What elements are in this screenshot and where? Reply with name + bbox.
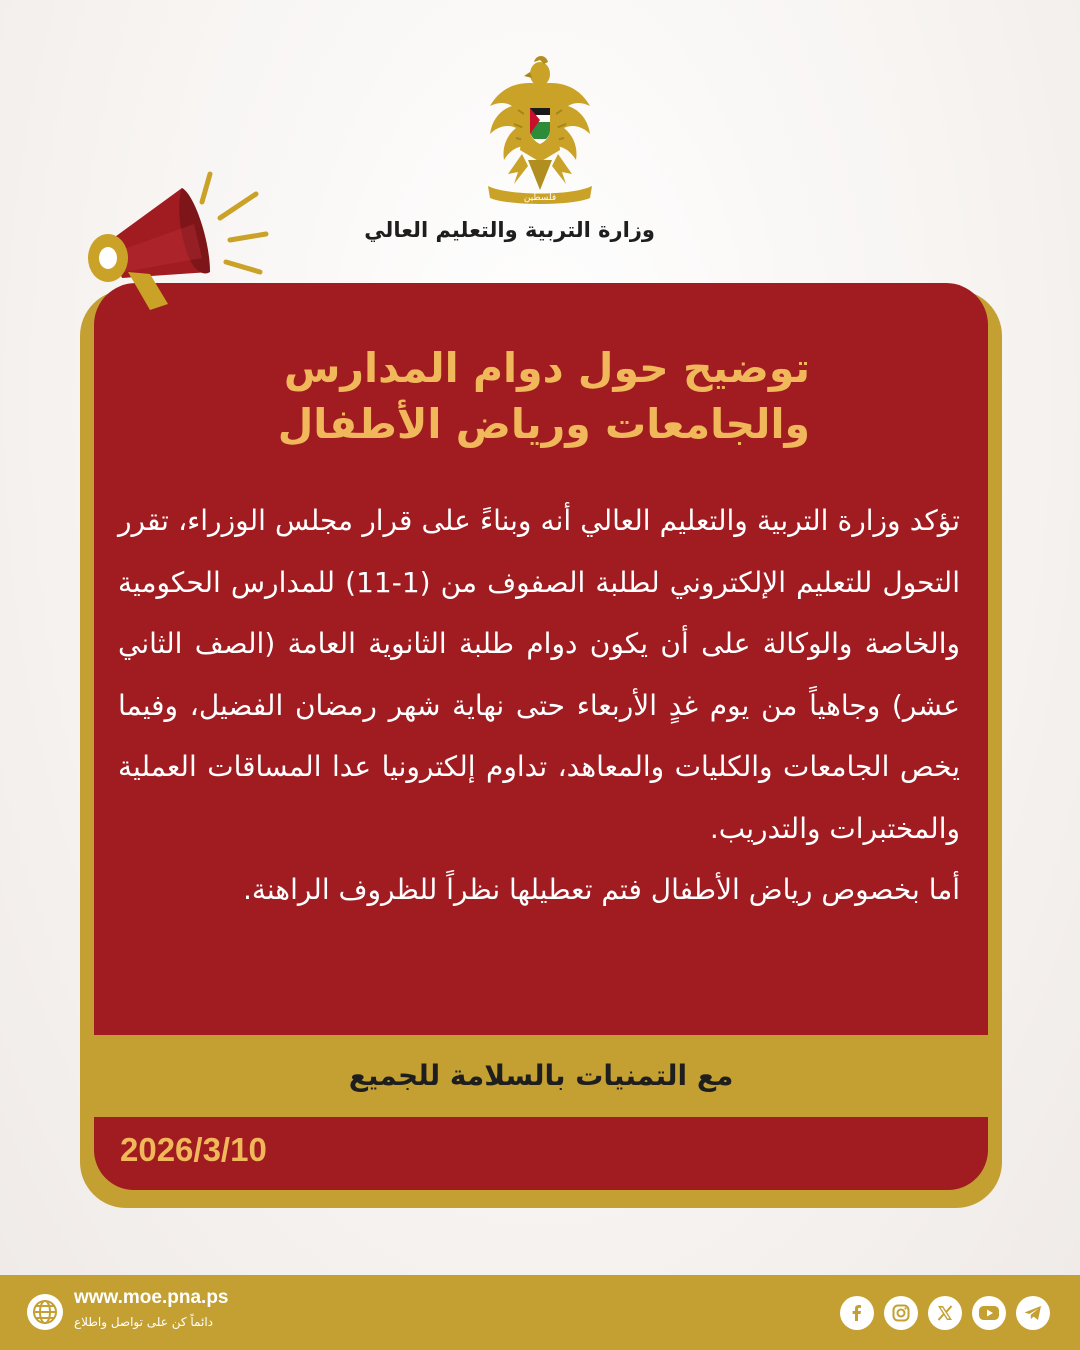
facebook-icon[interactable]	[840, 1296, 874, 1330]
announcement-title	[200, 340, 810, 452]
emblem-scroll-text: فلسطين	[523, 193, 557, 203]
youtube-icon[interactable]	[972, 1296, 1006, 1330]
title-line-2: والجامعات ورياض الأطفال	[277, 400, 810, 448]
title-line-1: توضيح حول دوام المدارس	[283, 344, 810, 392]
instagram-icon[interactable]	[884, 1296, 918, 1330]
website-link[interactable]: www.moe.pna.ps	[74, 1287, 229, 1308]
closing-message: مع التمنيات بالسلامة للجميع	[348, 1059, 734, 1092]
body-paragraph-1: تؤكد وزارة التربية والتعليم العالي أنه وبناءً على قرار مجلس الوزراء، تقرر التحول للتعليم الإلكتروني لطلبة الصفوف من (1-11) للمدارس الحكومية والخاصة والوكالة على أن يكون دوام طلبة الثانوية العامة (الصف الثاني عشر) وجاهياً من يوم غدٍ الأربعاء حتى نهاية شهر رمضان الفضيل، وفيما يخص الجامعات والكليات والمعاهد، تداوم إلكترونيا عدا المساقات العملية والمختبرات والتدريب.	[118, 504, 960, 845]
announcement-body	[118, 490, 960, 921]
ministry-name: وزارة التربية والتعليم العالي	[364, 218, 655, 242]
x-icon[interactable]	[928, 1296, 962, 1330]
megaphone-icon	[70, 160, 280, 320]
globe-icon[interactable]	[26, 1293, 64, 1331]
telegram-icon[interactable]	[1016, 1296, 1050, 1330]
body-paragraph-2: أما بخصوص رياض الأطفال فتم تعطيلها نظراً للظروف الراهنة.	[242, 873, 960, 906]
footer-slogan: دائماً كن على تواصل واطلاع	[74, 1315, 214, 1329]
footer-bar	[0, 1275, 1080, 1350]
palestine-eagle-emblem-icon	[478, 50, 602, 210]
announcement-date: 2026/3/10	[120, 1131, 267, 1168]
